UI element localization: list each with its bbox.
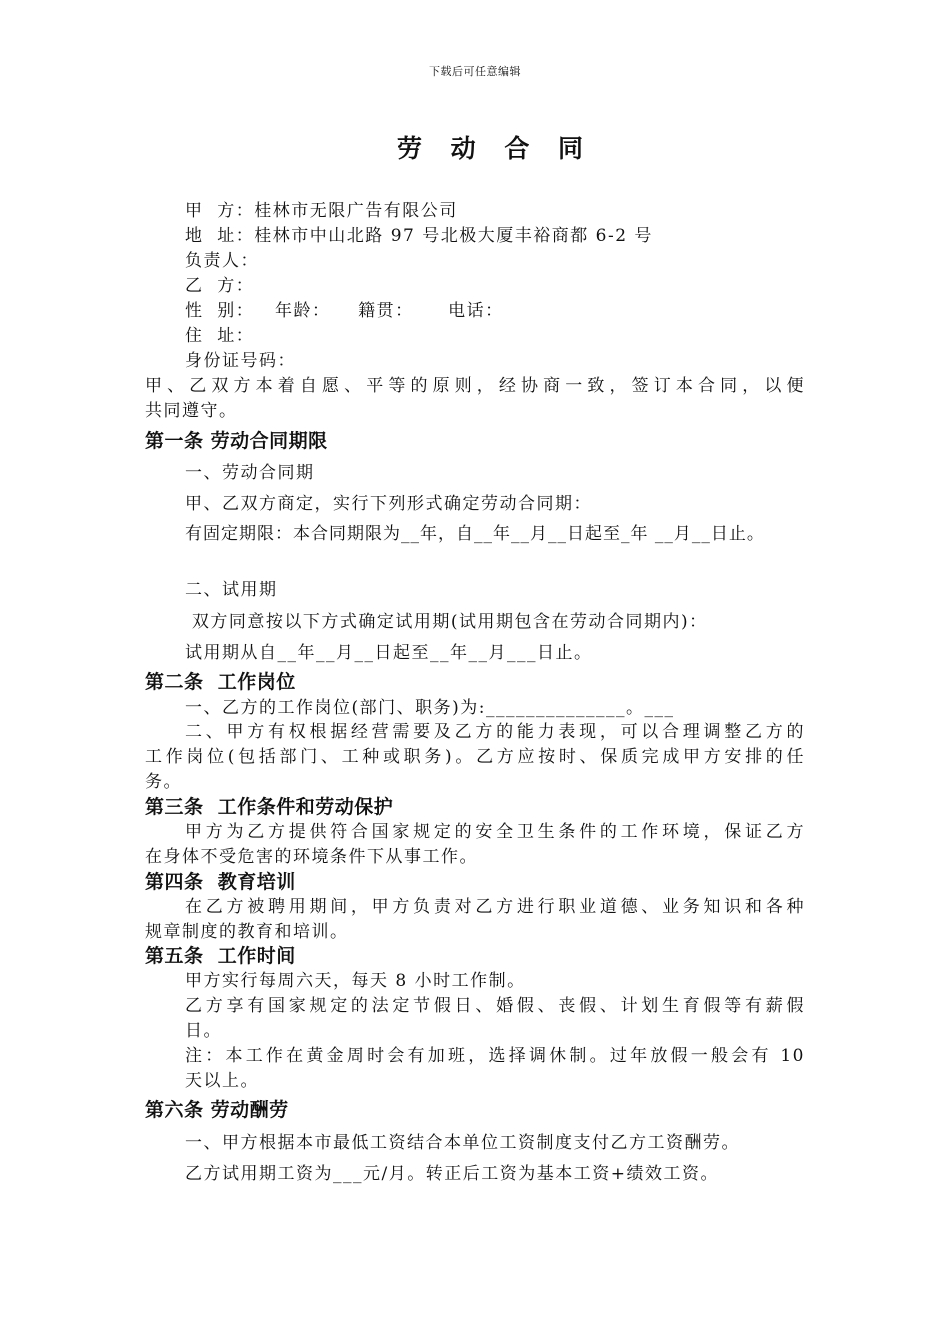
article-2-para-2-line-3: 务。 [145, 772, 182, 792]
article-2-title: 第二条 工作岗位 [145, 671, 296, 693]
party-b-name: 乙 方： [185, 276, 255, 296]
article-5-title: 第五条 工作时间 [145, 945, 296, 967]
party-b-details: 性 别： 年龄： 籍贯： 电话： [185, 301, 504, 321]
article-1-para-3: 双方同意按以下方式确定试用期(试用期包含在劳动合同期内)： [185, 612, 708, 632]
article-1-sub-2: 二、试用期 [185, 580, 278, 600]
article-4-para-line-2: 规章制度的教育和培训。 [145, 922, 349, 942]
preamble-line-2: 共同遵守。 [145, 401, 238, 421]
article-5-para-1: 甲方实行每周六天，每天 8 小时工作制。 [185, 971, 526, 991]
article-3-title: 第三条 工作条件和劳动保护 [145, 796, 394, 818]
party-b-id: 身份证号码： [185, 351, 296, 371]
article-5-note-line-2: 天以上。 [185, 1071, 259, 1091]
party-a-person: 负责人： [185, 251, 259, 271]
article-1-para-1: 甲、乙双方商定，实行下列形式确定劳动合同期： [185, 494, 592, 514]
preamble-line-1: 甲、乙双方本着自愿、平等的原则，经协商一致，签订本合同，以便 [145, 376, 805, 396]
contract-title: 劳 动 合 同 [396, 134, 594, 163]
article-5-para-2-line-2: 日。 [185, 1021, 222, 1041]
article-5-note-line-1: 注：本工作在黄金周时会有加班，选择调休制。过年放假一般会有 10 [185, 1046, 805, 1066]
article-4-para-line-1: 在乙方被聘用期间，甲方负责对乙方进行职业道德、业务知识和各种 [185, 897, 805, 917]
article-5-para-2-line-1: 乙方享有国家规定的法定节假日、婚假、丧假、计划生育假等有薪假 [185, 996, 805, 1016]
article-6-para-1: 一、甲方根据本市最低工资结合本单位工资制度支付乙方工资酬劳。 [185, 1133, 740, 1153]
article-1-sub-1: 一、劳动合同期 [185, 463, 315, 483]
article-6-para-2: 乙方试用期工资为___元/月。转正后工资为基本工资+绩效工资。 [185, 1164, 719, 1184]
article-3-para-line-2: 在身体不受危害的环境条件下从事工作。 [145, 847, 478, 867]
party-b-address: 住 址： [185, 326, 255, 346]
article-1-para-2: 有固定期限：本合同期限为__年，自__年__月__日起至_年 __月__日止。 [185, 524, 765, 544]
article-2-para-2-line-2: 工作岗位(包括部门、工种或职务)。乙方应按时、保质完成甲方安排的任 [145, 747, 805, 767]
article-6-title: 第六条 劳动酬劳 [145, 1099, 289, 1121]
article-2-para-1: 一、乙方的工作岗位(部门、职务)为:______________。___ [185, 698, 675, 718]
article-3-para-line-1: 甲方为乙方提供符合国家规定的安全卫生条件的工作环境，保证乙方 [185, 822, 805, 842]
article-4-title: 第四条 教育培训 [145, 871, 296, 893]
header-note: 下载后可任意编辑 [429, 65, 521, 78]
article-1-title: 第一条 劳动合同期限 [145, 430, 328, 452]
party-a-address: 地 址：桂林市中山北路 97 号北极大厦丰裕商都 6-2 号 [185, 226, 653, 246]
party-a-name: 甲 方：桂林市无限广告有限公司 [185, 201, 458, 221]
article-1-para-4: 试用期从自__年__月__日起至__年__月___日止。 [185, 643, 593, 663]
article-2-para-2-line-1: 二、甲方有权根据经营需要及乙方的能力表现，可以合理调整乙方的 [185, 722, 805, 742]
